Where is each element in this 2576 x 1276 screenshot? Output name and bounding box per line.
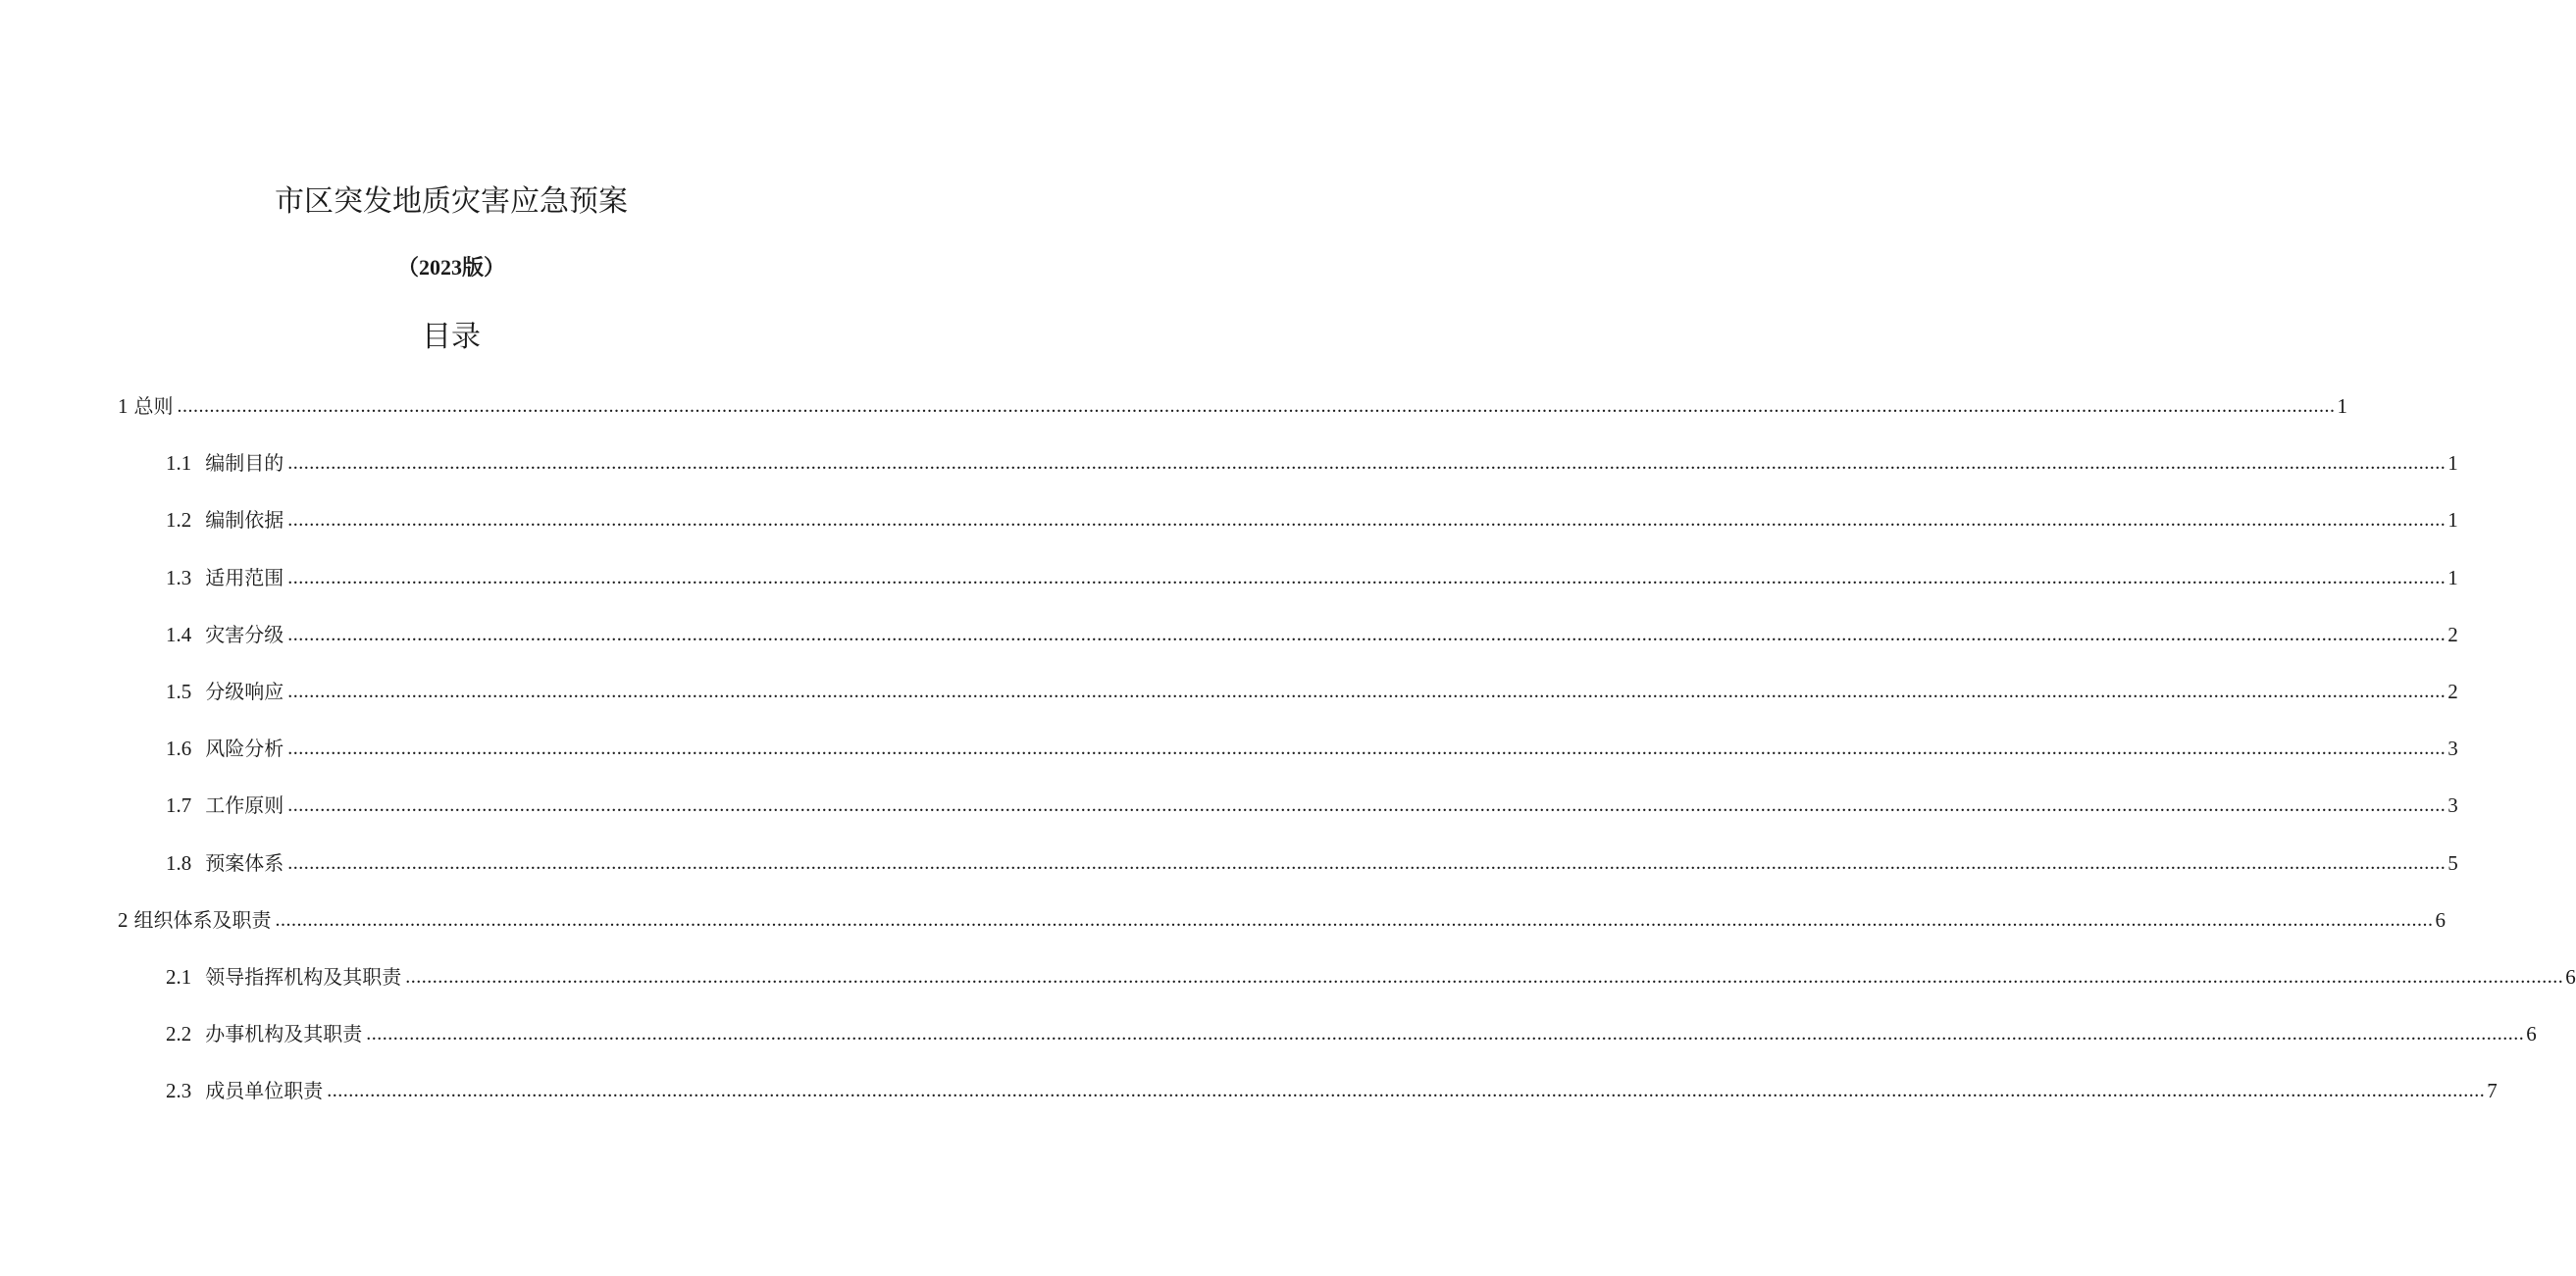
toc-dot-leader: ................................................................................................................................................................................................................................................................................................................................................................................................................ (366, 1023, 2525, 1045)
toc-dot-leader: ................................................................................................................................................................................................................................................................................................................................................................................................................ (287, 624, 2447, 645)
toc-entry-page-number: 7 (2487, 1079, 2498, 1102)
toc-entry[interactable] (166, 562, 2458, 591)
toc-entry-page-number: 3 (2447, 793, 2458, 817)
toc-entry-number: 1.8 (166, 851, 192, 875)
toc-entry-page-number: 2 (2447, 623, 2458, 646)
toc-dot-leader: ................................................................................................................................................................................................................................................................................................................................................................................................................ (177, 395, 2336, 417)
toc-entry-page-number: 2 (2447, 680, 2458, 703)
toc-dot-leader: ................................................................................................................................................................................................................................................................................................................................................................................................................ (275, 909, 2434, 931)
toc-dot-leader: ................................................................................................................................................................................................................................................................................................................................................................................................................ (287, 794, 2447, 816)
toc-entry-number: 2.3 (166, 1079, 192, 1102)
toc-dot-leader: ................................................................................................................................................................................................................................................................................................................................................................................................................ (405, 966, 2564, 988)
toc-entry-page-number: 6 (2526, 1022, 2537, 1046)
toc-entry-title: 总则 (133, 394, 174, 418)
toc-entry-title: 适用范围 (205, 566, 284, 589)
toc-entry-title: 编制依据 (205, 508, 284, 532)
toc-entry-number: 1.1 (166, 451, 192, 475)
toc-entry[interactable] (166, 847, 2458, 877)
toc-entry[interactable] (118, 904, 2446, 934)
toc-entry-number: 2.1 (166, 965, 192, 989)
toc-dot-leader: ................................................................................................................................................................................................................................................................................................................................................................................................................ (287, 681, 2447, 702)
toc-entry-number: 1.3 (166, 566, 192, 589)
document-title: 市区突发地质灾害应急预案 (275, 184, 628, 219)
toc-entry[interactable] (166, 676, 2458, 705)
toc-entry-number: 2 (118, 908, 129, 932)
toc-entry[interactable] (166, 1075, 2498, 1104)
toc-dot-leader: ................................................................................................................................................................................................................................................................................................................................................................................................................ (287, 852, 2447, 874)
toc-entry[interactable] (166, 447, 2458, 477)
toc-entry-number: 1.4 (166, 623, 192, 646)
toc-entry-title: 预案体系 (205, 851, 284, 875)
toc-entry-page-number: 1 (2447, 451, 2458, 475)
toc-entry[interactable] (166, 504, 2458, 534)
toc-entry[interactable] (166, 1018, 2537, 1047)
toc-entry-title: 灾害分级 (205, 623, 284, 646)
toc-entry-number: 1 (118, 394, 129, 418)
toc-entry-title: 风险分析 (205, 737, 284, 760)
toc-entry-title: 办事机构及其职责 (205, 1022, 363, 1046)
toc-dot-leader: ................................................................................................................................................................................................................................................................................................................................................................................................................ (287, 738, 2447, 759)
toc-entry-number: 2.2 (166, 1022, 192, 1046)
toc-entry-title: 工作原则 (205, 793, 284, 817)
toc-entry-title: 编制目的 (205, 451, 284, 475)
toc-entry-title: 领导指挥机构及其职责 (205, 965, 402, 989)
toc-entry-number: 1.5 (166, 680, 192, 703)
toc-entry-number: 1.7 (166, 793, 192, 817)
toc-entry[interactable] (118, 390, 2347, 420)
document-subtitle: （2023版） (396, 255, 505, 280)
toc-entry[interactable] (166, 790, 2458, 819)
toc-dot-leader: ................................................................................................................................................................................................................................................................................................................................................................................................................ (287, 509, 2447, 531)
toc-entry-page-number: 3 (2447, 737, 2458, 760)
toc-entry[interactable] (166, 733, 2458, 762)
toc-entry-page-number: 1 (2447, 508, 2458, 532)
toc-entry-title: 组织体系及职责 (133, 908, 272, 932)
toc-dot-leader: ................................................................................................................................................................................................................................................................................................................................................................................................................ (327, 1080, 2486, 1101)
toc-entry-page-number: 6 (2435, 908, 2446, 932)
toc-dot-leader: ................................................................................................................................................................................................................................................................................................................................................................................................................ (287, 452, 2447, 474)
toc-heading: 目录 (422, 320, 481, 354)
toc-entry-title: 分级响应 (205, 680, 284, 703)
toc-entry-page-number: 5 (2447, 851, 2458, 875)
toc-entry-number: 1.6 (166, 737, 192, 760)
toc-entry-page-number: 1 (2447, 566, 2458, 589)
toc-entry[interactable] (166, 961, 2576, 991)
toc-entry-number: 1.2 (166, 508, 192, 532)
toc-entry-title: 成员单位职责 (205, 1079, 324, 1102)
toc-entry[interactable] (166, 619, 2458, 648)
toc-entry-page-number: 6 (2565, 965, 2576, 989)
toc-dot-leader: ................................................................................................................................................................................................................................................................................................................................................................................................................ (287, 567, 2447, 588)
toc-entry-page-number: 1 (2337, 394, 2347, 418)
